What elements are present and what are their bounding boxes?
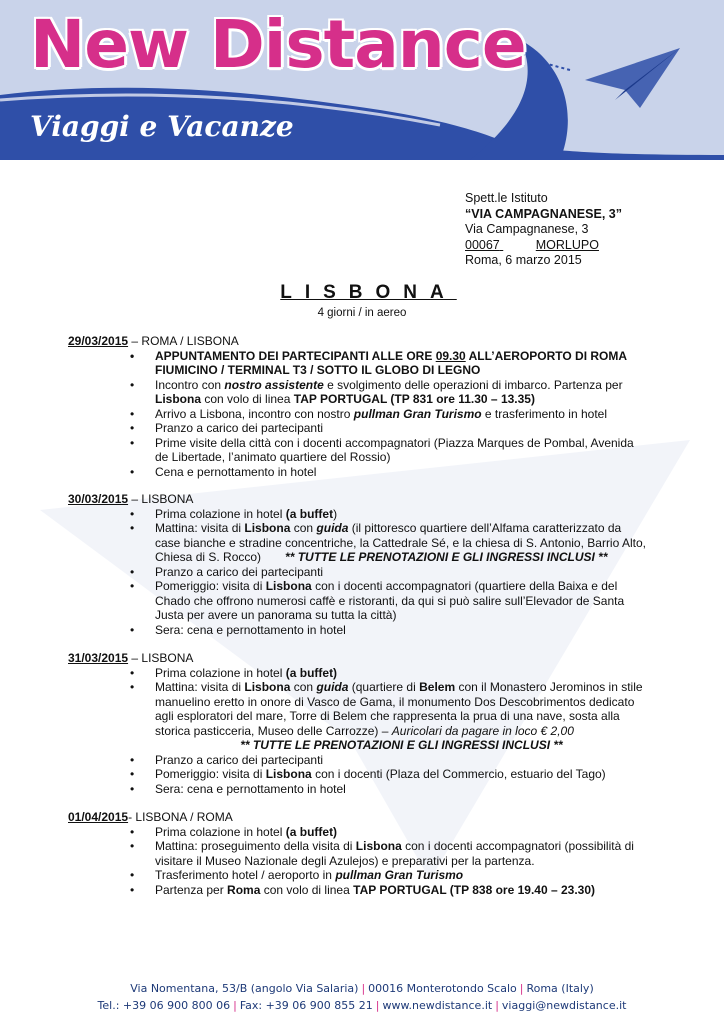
page-subtitle: 4 giorni / in aereo	[317, 307, 407, 319]
footer-website-link[interactable]: www.newdistance.it	[382, 999, 493, 1012]
footer-address-line: Via Nomentana, 53/B (angolo Via Salaria) | 00016 Monterotondo Scalo | Roma (Italy)	[130, 982, 594, 995]
day-items	[130, 349, 648, 480]
day-items	[130, 666, 648, 797]
list-item: • Prime visite della città con i docenti accompagnatori (Piazza Marques de Pombal, Avenida de Libertade, l’animato quartiere del Rossio)	[130, 436, 648, 465]
day-date: 31/03/2015	[68, 651, 129, 665]
brand-logo: New Distance	[30, 6, 526, 83]
list-item: • Pranzo a carico dei partecipanti	[130, 421, 648, 436]
list-item: • Arrivo a Lisbona, incontro con nostro pullman Gran Turismo e trasferimento in hotel	[130, 407, 648, 422]
footer-email-link[interactable]: viaggi@newdistance.it	[501, 999, 627, 1012]
list-item: • Pranzo a carico dei partecipanti	[130, 565, 648, 580]
day-heading	[68, 492, 648, 507]
list-item: • Partenza per Roma con volo di linea TAP PORTUGAL (TP 838 ore 19.40 – 23.30)	[130, 883, 648, 898]
footer-phone: Tel.: +39 06 900 800 06	[97, 999, 231, 1012]
list-item: • APPUNTAMENTO DEI PARTECIPANTI ALLE ORE 09.30 ALL’AEROPORTO DI ROMA FIUMICINO / TERMINAL T3 / SOTTO IL GLOBO DI LEGNO	[130, 349, 648, 378]
day-section-2	[68, 492, 648, 637]
day-route: – ROMA / LISBONA	[128, 334, 239, 348]
list-item: • Sera: cena e pernottamento in hotel	[130, 782, 648, 797]
day-date: 01/04/2015	[68, 810, 129, 824]
day-section-3	[68, 651, 648, 796]
brand-tagline: Viaggi e Vacanze	[30, 110, 294, 143]
list-item: • Pomeriggio: visita di Lisbona con i docenti accompagnatori (quartiere della Baixa e del Chado che offrono numerosi caffè e ristoranti, da qui si può salire sull’Elevador de Santa Justa per avere un panorama su tutta la città)	[130, 579, 648, 623]
day-route: – LISBONA	[128, 651, 194, 665]
footer-fax: Fax: +39 06 900 855 21	[239, 999, 373, 1012]
list-item: • Pranzo a carico dei partecipanti	[130, 753, 648, 768]
recipient-city: MORLUPO	[535, 237, 599, 252]
day-items	[130, 507, 648, 638]
day-heading	[68, 651, 648, 666]
day-date: 29/03/2015	[68, 334, 129, 348]
title-wrap	[0, 282, 724, 304]
page-title: LISBONA	[280, 282, 457, 303]
day-route: - LISBONA / ROMA	[128, 810, 233, 824]
day-items	[130, 825, 648, 898]
day-section-1	[68, 334, 648, 479]
day-route: – LISBONA	[128, 492, 194, 506]
footer	[0, 980, 724, 1014]
day-date: 30/03/2015	[68, 492, 129, 506]
list-item: • Mattina: proseguimento della visita di Lisbona con i docenti accompagnatori (possibilità di visitare il Museo Nazionale degli Azulejos) e preparativi per la partenza.	[130, 839, 648, 868]
recipient-cap: 00067	[465, 237, 500, 252]
list-item: • Prima colazione in hotel (a buffet)	[130, 666, 648, 681]
recipient-line-3: Via Campagnanese, 3	[465, 222, 589, 236]
day-heading	[68, 810, 648, 825]
recipient-line-2: “VIA CAMPAGNANESE, 3”	[465, 206, 622, 221]
recipient-cap-city	[465, 238, 622, 254]
letter-date: Roma, 6 marzo 2015	[465, 253, 582, 267]
list-item: • Incontro con nostro assistente e svolgimento delle operazioni di imbarco. Partenza per Lisbona con volo di linea TAP PORTUGAL (TP 831 ore 11.30 – 13.35)	[130, 378, 648, 407]
list-item: • Pomeriggio: visita di Lisbona con i docenti (Plaza del Commercio, estuario del Tago)	[130, 767, 648, 782]
list-item: • Prima colazione in hotel (a buffet)	[130, 825, 648, 840]
day-heading	[68, 334, 648, 349]
list-item: • Mattina: visita di Lisbona con guida (il pittoresco quartiere dell’Alfama caratterizzato da case bianche e stradine concentriche, la Cattedrale Sé, e la chiesa di S. Antonio, Barrio Alto, Chiesa di S. Rocco) ** TUTTE LE PRENOTAZIONI E GLI INGRESSI INCLUSI **	[130, 521, 648, 565]
list-item: • Prima colazione in hotel (a buffet)	[130, 507, 648, 522]
list-item: • Cena e pernottamento in hotel	[130, 465, 648, 480]
footer-contact-line: Tel.: +39 06 900 800 06 | Fax: +39 06 900 855 21 | www.newdistance.it | viaggi@newdistance.it	[97, 999, 627, 1012]
list-item: • Mattina: visita di Lisbona con guida (quartiere di Belem con il Monastero Jerominos in stile manuelino eretto in onore di Vasco de Gama, il monumento Dos Descobrimentos dedicato agli esploratori del mare, Torre di Belem che rappresenta la prua di una nave, sosta alla storica pasticceria, Museo delle Carrozze) – Auricolari da pagare in loco € 2,00 ** TUTTE LE PRENOTAZIONI E GLI INGRESSI INCLUSI **	[130, 680, 648, 753]
day-section-4	[68, 810, 648, 897]
recipient-address	[465, 191, 622, 269]
header-banner	[0, 0, 724, 160]
recipient-line-1: Spett.le Istituto	[465, 191, 548, 205]
list-item: • Trasferimento hotel / aeroporto in pullman Gran Turismo	[130, 868, 648, 883]
list-item: • Sera: cena e pernottamento in hotel	[130, 623, 648, 638]
